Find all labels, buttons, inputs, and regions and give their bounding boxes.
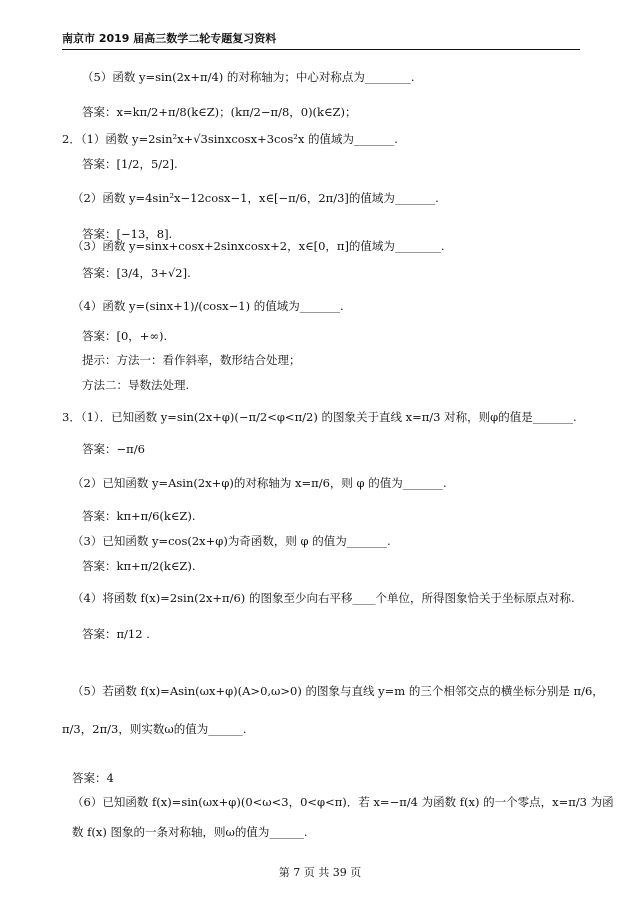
q2-1-answer: 答案：[1/2，5/2]. <box>82 157 178 171</box>
q2-3-answer: 答案：[3/4，3+√2]. <box>82 266 191 280</box>
q3-1-answer: 答案：−π/6 <box>82 442 145 456</box>
q2-2-text: （2）函数 y=4sin²x−12cosx−1，x∈[−π/6，2π/3]的值域为_______. <box>72 191 439 205</box>
q2-4-answer: 答案：[0，+∞). <box>82 329 168 343</box>
q2-3-text: （3）函数 y=sinx+cosx+2sinxcosx+2，x∈[0，π]的值域为________. <box>72 239 445 253</box>
q3-2-text: （2）已知函数 y=Asin(2x+φ)的对称轴为 x=π/6，则 φ 的值为_______. <box>72 476 447 490</box>
q3-6-text-cont: 数 f(x) 图象的一条对称轴，则ω的值为______. <box>72 825 308 839</box>
q3-4-text: （4）将函数 f(x)=2sin(2x+π/6) 的图象至少向右平移____个单位，所得图象恰关于坐标原点对称. <box>72 591 575 605</box>
q3-4-answer: 答案：π/12 . <box>82 627 150 641</box>
header-divider <box>62 49 580 50</box>
q3-1-text: 3．（1）．已知函数 y=sin(2x+φ)(−π/2<φ<π/2) 的图象关于直线 x=π/3 对称，则φ的值是_______. <box>62 410 577 424</box>
q3-2-answer: 答案：kπ+π/6(k∈Z). <box>82 509 196 523</box>
q2-4-hint: 提示：方法一：看作斜率，数形结合处理； <box>82 353 301 367</box>
document-header: 南京市 2019 届高三数学二轮专题复习资料 <box>62 32 277 45</box>
q3-5-answer: 答案：4 <box>72 771 114 785</box>
q3-3-text: （3）已知函数 y=cos(2x+φ)为奇函数，则 φ 的值为_______. <box>72 534 391 548</box>
q3-6-text: （6）已知函数 f(x)=sin(ωx+φ)(0<ω<3，0<φ<π)．若 x=−π/4 为函数 f(x) 的一个零点，x=π/3 为函 <box>72 795 614 809</box>
q2-1-text: 2．（1）函数 y=2sin²x+√3sinxcosx+3cos²x 的值域为_______. <box>62 132 398 146</box>
q2-2-answer: 答案：[−13，8]. <box>82 227 173 241</box>
q3-3-answer: 答案：kπ+π/2(k∈Z). <box>82 559 196 573</box>
q3-5-text: （5）若函数 f(x)=Asin(ωx+φ)(A>0,ω>0) 的图象与直线 y=m 的三个相邻交点的横坐标分别是 π/6， <box>72 684 604 698</box>
q1-5-answer: 答案：x=kπ/2+π/8(k∈Z)；(kπ/2−π/8，0)(k∈Z)； <box>82 105 357 119</box>
q2-4-text: （4）函数 y=(sinx+1)/(cosx−1) 的值域为_______. <box>72 299 344 313</box>
page-number: 第 7 页 共 39 页 <box>278 866 362 879</box>
q3-5-text-cont: π/3，2π/3，则实数ω的值为______. <box>62 722 247 736</box>
q2-4-hint-method2: 方法二：导数法处理. <box>82 378 190 392</box>
q1-5-text: （5）函数 y=sin(2x+π/4) 的对称轴为；中心对称点为________. <box>82 70 415 84</box>
